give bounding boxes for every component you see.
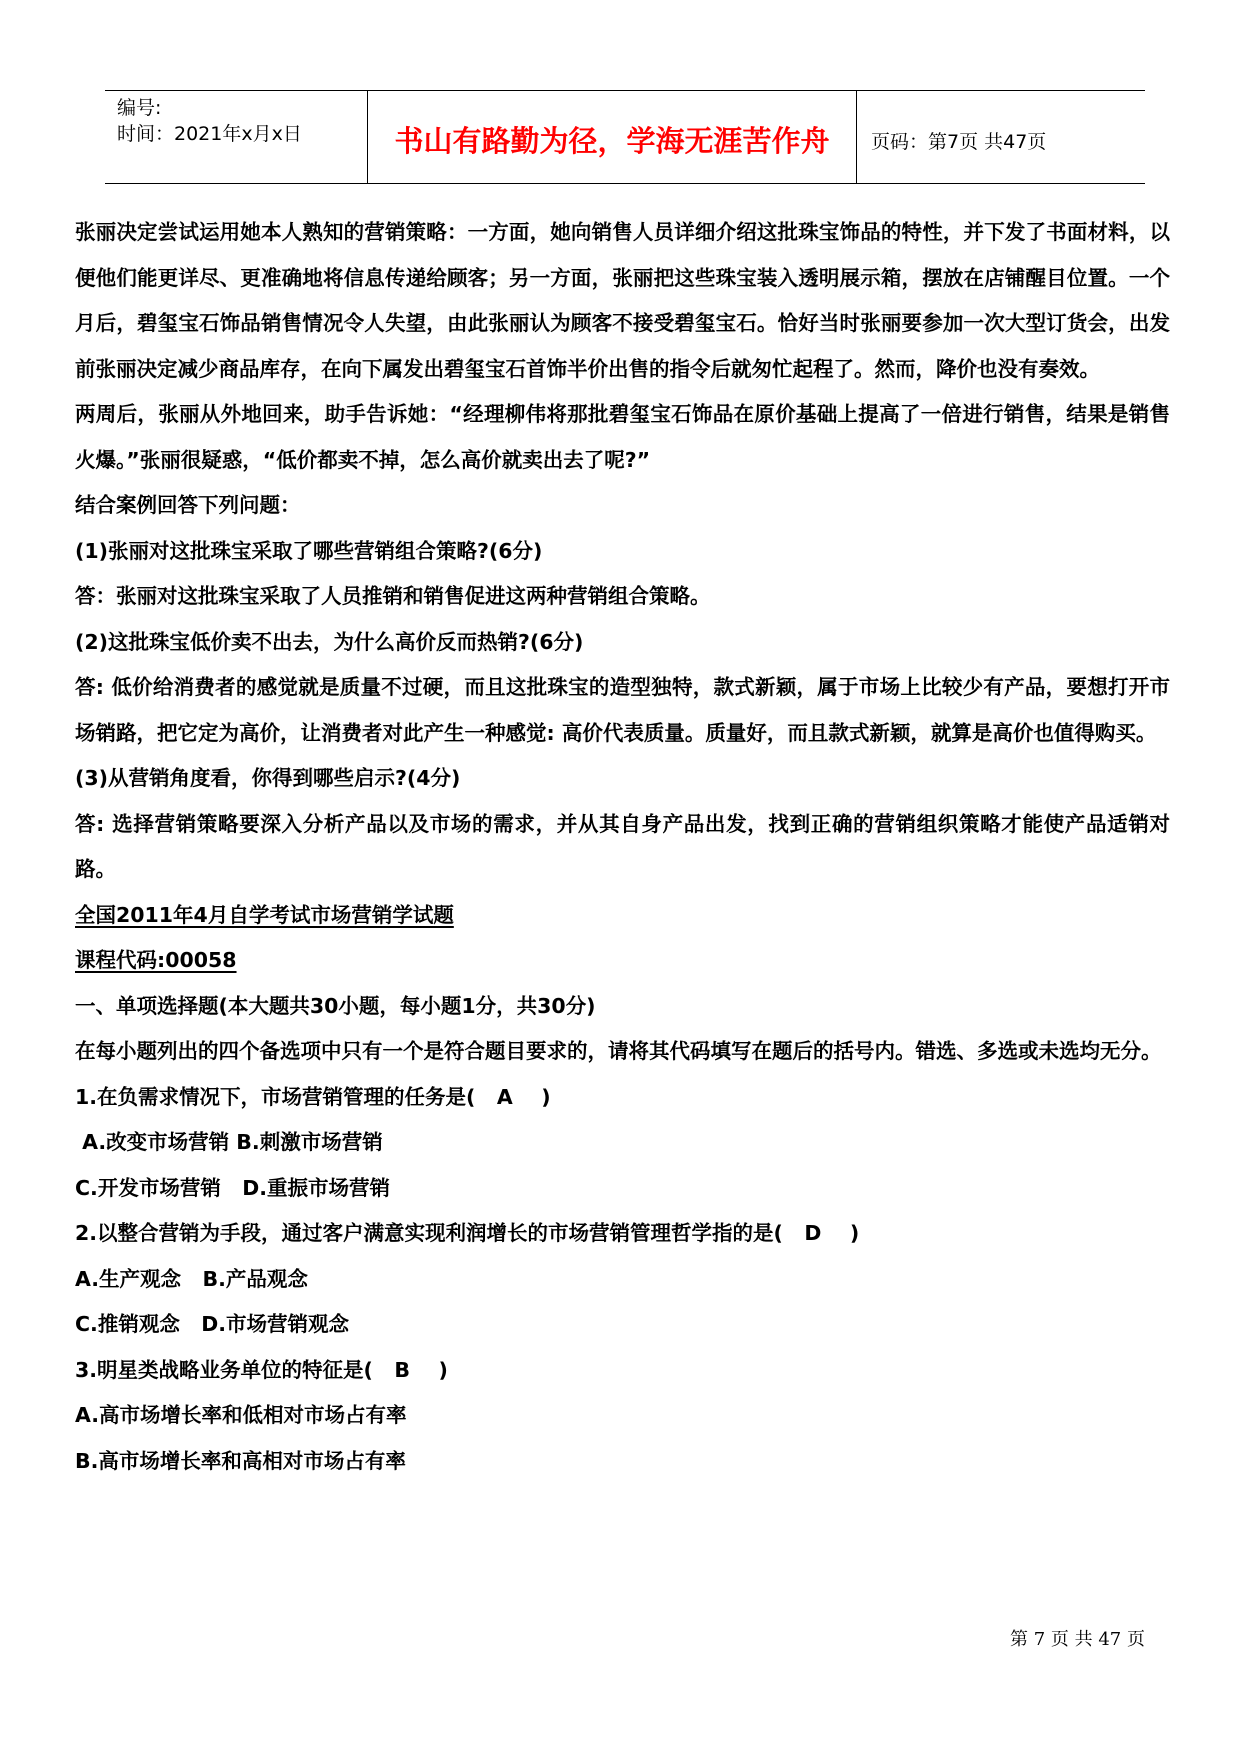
header-middle-cell — [367, 91, 857, 183]
mc-question-3: 3.明星类战略业务单位的特征是( B ) — [75, 1357, 448, 1382]
question-intro: 结合案例回答下列问题： — [75, 493, 301, 517]
document-body — [75, 210, 1170, 1484]
question-2: (2)这批珠宝低价卖不出去，为什么高价反而热销?(6分) — [75, 629, 584, 654]
mc-question-1-options-ab: A.改变市场营销 B.刺激市场营销 — [75, 1130, 383, 1154]
answer-2: 答: 低价给消费者的感觉就是质量不过硬，而且这批珠宝的造型独特，款式新颖，属于市场上比较少有产品，要想打开市场销路，把它定为高价，让消费者对此产生一种感觉: 高价代表质量。质量好，而且款式新颖，就算是高价也值得购买。 — [75, 675, 1170, 745]
mc-question-2-options-cd: C.推销观念 D.市场营销观念 — [75, 1312, 350, 1336]
question-3: (3)从营销角度看，你得到哪些启示?(4分) — [75, 766, 461, 790]
document-time-label: 时间：2021年x月x日 — [117, 123, 302, 145]
mc-question-2-options-ab: A.生产观念 B.产品观念 — [75, 1266, 308, 1291]
section-heading: 一、单项选择题(本大题共30小题，每小题1分，共30分) — [75, 993, 596, 1018]
mc-question-1: 1.在负需求情况下，市场营销管理的任务是( A ) — [75, 1084, 551, 1109]
mc-question-1-options-cd: C.开发市场营销 D.重振市场营销 — [75, 1175, 391, 1200]
course-code: 课程代码:00058 — [75, 948, 237, 972]
case-paragraph-2: 两周后，张丽从外地回来，助手告诉她：“经理柳伟将那批碧玺宝石饰品在原价基础上提高了一倍进行销售，结果是销售火爆。”张丽很疑惑，“低价都卖不掉，怎么高价就卖出去了呢?” — [75, 402, 1170, 472]
mc-question-3-option-a: A.高市场增长率和低相对市场占有率 — [75, 1403, 407, 1427]
page-footer: 第 7 页 共 47 页 — [1010, 1629, 1145, 1650]
exam-title: 全国2011年4月自学考试市场营销学试题 — [75, 902, 454, 927]
mc-question-3-option-b: B.高市场增长率和高相对市场占有率 — [75, 1448, 406, 1473]
answer-1: 答：张丽对这批珠宝采取了人员推销和销售促进这两种营销组合策略。 — [75, 584, 711, 608]
header-page-code: 页码：第7页 共47页 — [871, 131, 1047, 153]
mc-question-2: 2.以整合营销为手段，通过客户满意实现利润增长的市场营销管理哲学指的是( D ) — [75, 1221, 860, 1245]
answer-3: 答: 选择营销策略要深入分析产品以及市场的需求，并从其自身产品出发，找到正确的营销组织策略才能使产品适销对路。 — [75, 811, 1170, 881]
section-instructions: 在每小题列出的四个备选项中只有一个是符合题目要求的，请将其代码填写在题后的括号内。错选、多选或未选均无分。 — [75, 1039, 1162, 1063]
header-motto: 书山有路勤为径，学海无涯苦作舟 — [394, 124, 830, 158]
case-paragraph-1: 张丽决定尝试运用她本人熟知的营销策略：一方面，她向销售人员详细介绍这批珠宝饰品的特性，并下发了书面材料，以便他们能更详尽、更准确地将信息传递给顾客；另一方面，张丽把这些珠宝装入透明展示箱，摆放在店铺醒目位置。一个月后，碧玺宝石饰品销售情况令人失望，由此张丽认为顾客不接受碧玺宝石。恰好当时张丽要参加一次大型订货会，出发前张丽决定减少商品库存，在向下属发出碧玺宝石首饰半价出售的指令后就匆忙起程了。然而，降价也没有奏效。 — [75, 220, 1170, 381]
page-header — [105, 90, 1145, 184]
header-left-cell — [105, 91, 367, 183]
header-right-cell — [857, 91, 1145, 183]
question-1: (1)张丽对这批珠宝采取了哪些营销组合策略?(6分) — [75, 538, 543, 563]
document-number-label: 编号: — [117, 97, 162, 119]
